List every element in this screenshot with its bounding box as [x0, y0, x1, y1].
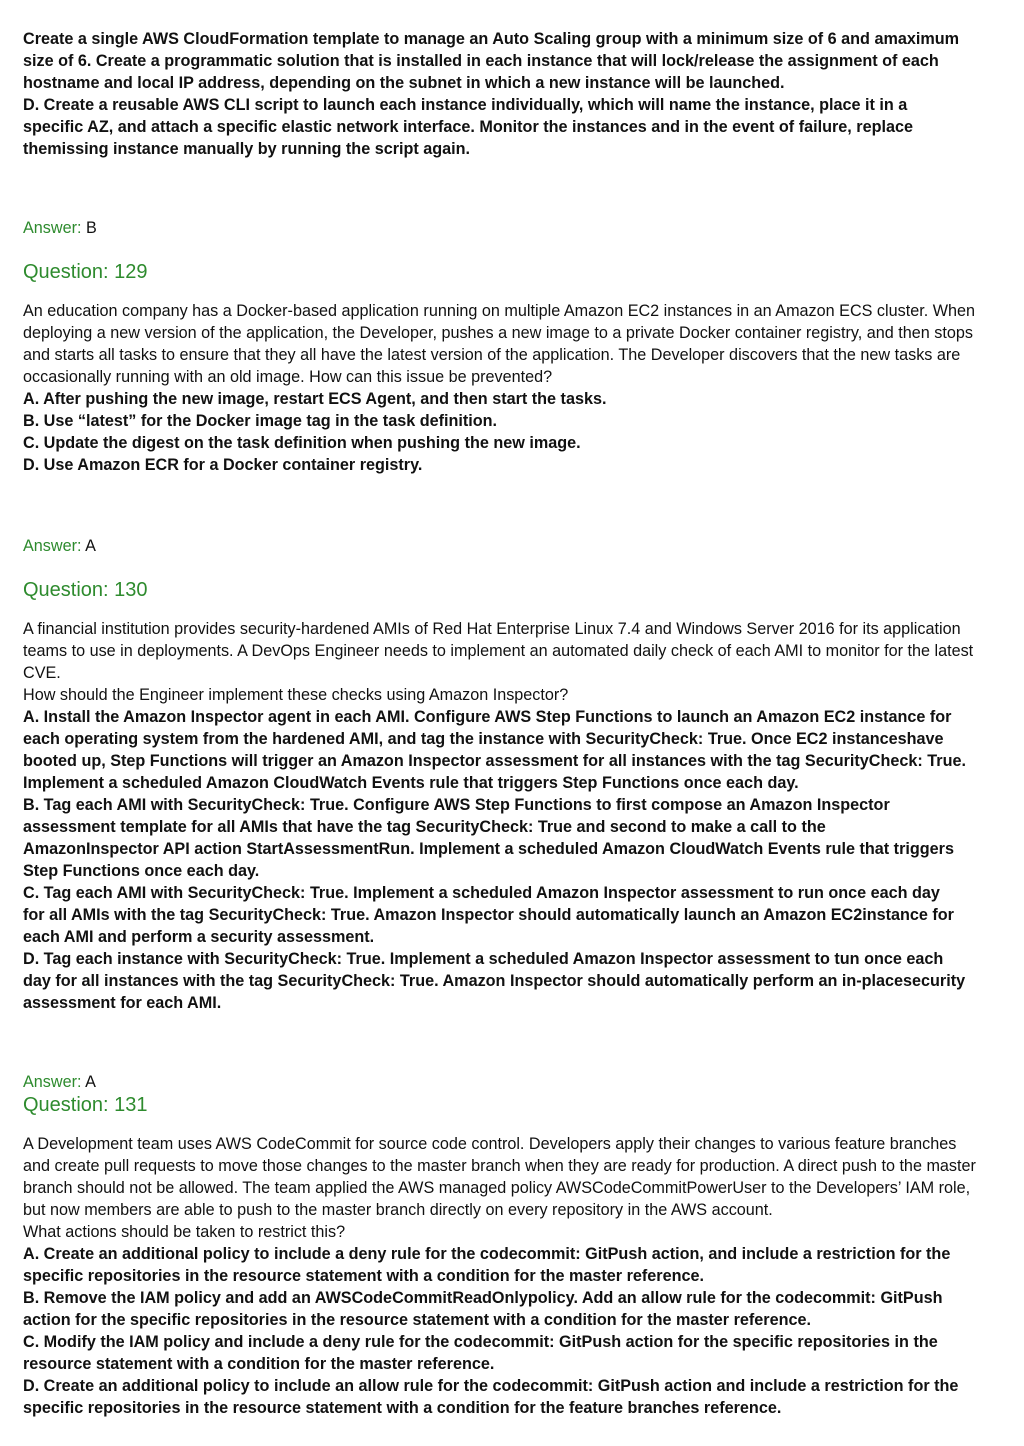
option-text-line: hostname and local IP address, depending on the subnet in which a new instance will be launched. [23, 74, 785, 92]
question-text-line: A financial institution provides security-hardened AMIs of Red Hat Enterprise Linux 7.4 and Windows Server 2016 for its application [23, 620, 961, 638]
question-text-line: but now members are able to push to the master branch directly on every repository in the AWS account. [23, 1201, 773, 1219]
option-text-line: Step Functions once each day. [23, 862, 260, 880]
answer-label: Answer: [23, 537, 82, 555]
answer-label: Answer: [23, 219, 82, 237]
question-text-line: What actions should be taken to restrict this? [23, 1223, 346, 1241]
option-text-line: size of 6. Create a programmatic solution that is installed in each instance that will lock/release the assignment of each [23, 52, 939, 70]
question-text-line: An education company has a Docker-based application running on multiple Amazon EC2 instances in an Amazon ECS cluster. When [23, 302, 976, 320]
option-text-line: C. Tag each AMI with SecurityCheck: True. Implement a scheduled Amazon Inspector assessment to run once each day [23, 884, 940, 902]
option-text-line: B. Remove the IAM policy and add an AWSCodeCommitReadOnlypolicy. Add an allow rule for the codecommit: GitPush [23, 1289, 943, 1307]
question-text-line: teams to use in deployments. A DevOps Engineer needs to implement an automated daily check of each AMI to monitor for the latest [23, 642, 974, 660]
option-text-line: D. Create a reusable AWS CLI script to launch each instance individually, which will name the instance, place it in a [23, 96, 908, 114]
answer-label: Answer: [23, 1073, 82, 1091]
question-text-line: and create pull requests to move those changes to the master branch when they are ready for production. A direct push to the master [23, 1157, 976, 1175]
option-text-line: AmazonInspector API action StartAssessmentRun. Implement a scheduled Amazon CloudWatch Events rule that triggers [23, 840, 954, 858]
option-text-line: Create a single AWS CloudFormation template to manage an Auto Scaling group with a minimum size of 6 and amaximum [23, 30, 960, 48]
option-text-line: A. Install the Amazon Inspector agent in each AMI. Configure AWS Step Functions to launch an Amazon EC2 instance for [23, 708, 952, 726]
answer-line [23, 535, 96, 557]
answer-line [23, 217, 97, 239]
answer-value: A [85, 537, 96, 555]
option-text-line: Implement a scheduled Amazon CloudWatch Events rule that triggers Step Functions once each day. [23, 774, 799, 792]
question-text-line: and starts all tasks to ensure that they all have the latest version of the application. The Developer discovers that the new tasks are [23, 346, 961, 364]
option-text-line: A. Create an additional policy to include a deny rule for the codecommit: GitPush action, and include a restriction for the [23, 1245, 951, 1263]
option-text-line: specific repositories in the resource statement with a condition for the feature branches reference. [23, 1399, 782, 1417]
option-text-line: D. Tag each instance with SecurityCheck: True. Implement a scheduled Amazon Inspector assessment to tun once each [23, 950, 944, 968]
option-text-line: day for all instances with the tag SecurityCheck: True. Amazon Inspector should automatically perform an in-placesecurity [23, 972, 966, 990]
option-text-line: C. Update the digest on the task definition when pushing the new image. [23, 434, 581, 452]
option-text-line: action for the specific repositories in the resource statement with a condition for the master reference. [23, 1311, 811, 1329]
question-heading: Question: 130 [23, 579, 148, 601]
question-text-line: branch should not be allowed. The team applied the AWS managed policy AWSCodeCommitPowerUser to the Developers’ IAM role, [23, 1179, 971, 1197]
answer-value: A [85, 1073, 96, 1091]
answer-value: B [85, 219, 97, 237]
option-text-line: specific repositories in the resource statement with a condition for the master reference. [23, 1267, 704, 1285]
question-heading: Question: 129 [23, 261, 148, 283]
option-text-line: D. Create an additional policy to include an allow rule for the codecommit: GitPush action and include a restriction for the [23, 1377, 959, 1395]
option-text-line: each AMI and perform a security assessment. [23, 928, 375, 946]
option-text-line: specific AZ, and attach a specific elastic network interface. Monitor the instances and in the event of failure, replace [23, 118, 913, 136]
option-text-line: C. Modify the IAM policy and include a deny rule for the codecommit: GitPush action for the specific repositories in the [23, 1333, 938, 1351]
option-text-line: resource statement with a condition for the master reference. [23, 1355, 495, 1373]
question-text-line: A Development team uses AWS CodeCommit for source code control. Developers apply their changes to various feature branches [23, 1135, 957, 1153]
option-text-line: D. Use Amazon ECR for a Docker container registry. [23, 456, 423, 474]
question-text-line: deploying a new version of the application, the Developer, pushes a new image to a private Docker container registry, and then stops [23, 324, 973, 342]
option-text-line: assessment for each AMI. [23, 994, 222, 1012]
option-text-line: for all AMIs with the tag SecurityCheck: True. Amazon Inspector should automatically launch an Amazon EC2instance for [23, 906, 954, 924]
option-text-line: booted up, Step Functions will trigger an Amazon Inspector assessment for all instances with the tag SecurityCheck: True. [23, 752, 966, 770]
question-text-line: CVE. [23, 664, 61, 682]
question-text-line: How should the Engineer implement these checks using Amazon Inspector? [23, 686, 569, 704]
answer-line [23, 1071, 96, 1093]
option-text-line: B. Tag each AMI with SecurityCheck: True. Configure AWS Step Functions to first compose an Amazon Inspector [23, 796, 890, 814]
option-text-line: assessment template for all AMIs that have the tag SecurityCheck: True and second to make a call to the [23, 818, 826, 836]
option-text-line: A. After pushing the new image, restart ECS Agent, and then start the tasks. [23, 390, 607, 408]
question-text-line: occasionally running with an old image. How can this issue be prevented? [23, 368, 553, 386]
option-text-line: B. Use “latest” for the Docker image tag in the task definition. [23, 412, 498, 430]
question-heading: Question: 131 [23, 1094, 148, 1116]
option-text-line: themissing instance manually by running the script again. [23, 140, 471, 158]
option-text-line: each operating system from the hardened AMI, and tag the instance with SecurityCheck: True. Once EC2 instanceshave [23, 730, 944, 748]
